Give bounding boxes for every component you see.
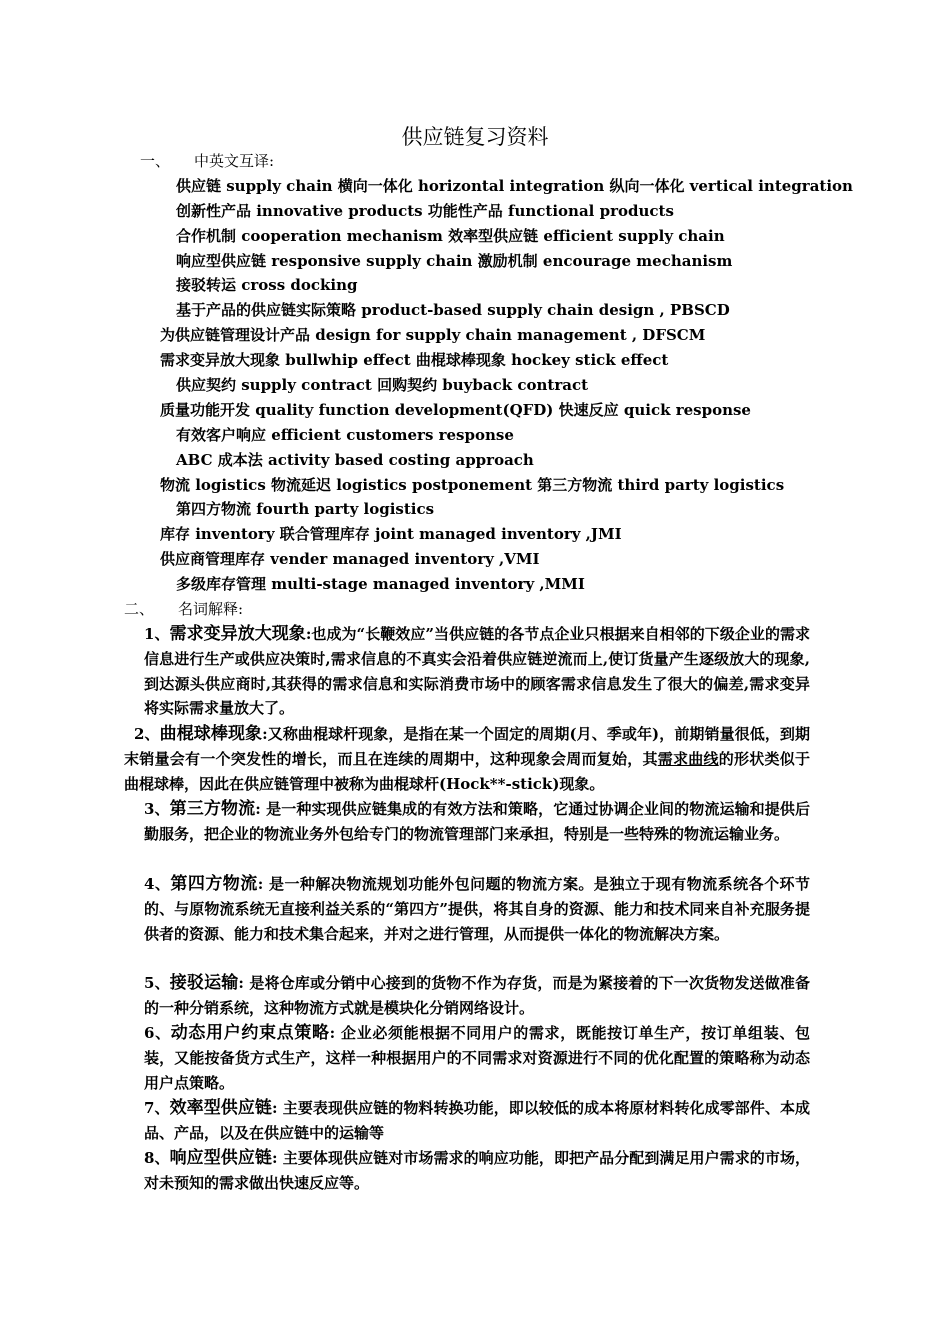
section-heading-definitions bbox=[124, 597, 243, 622]
definition-text: : 是将仓库或分销中心接到的货物不作为存货，而是为紧接着的下一次货物发送做准备的一种分销系统，这种物流方式就是模块化分销网络设计。 bbox=[144, 974, 811, 1017]
definition-number: 6、 bbox=[144, 1024, 171, 1042]
definition-text: : 是一种实现供应链集成的有效方法和策略，它通过协调企业间的物流运输和提供后勤服务，把企业的物流业务外包给专门的物流管理部门来承担，特别是一些特殊的物流运输业务。 bbox=[144, 800, 811, 843]
definition-term: 响应型供应链 bbox=[169, 1148, 272, 1168]
glossary-line: 质量功能开发 quality function development(QFD) 快速反应 quick response bbox=[160, 401, 751, 419]
definition-item bbox=[144, 622, 810, 721]
glossary-line: 接驳转运 cross docking bbox=[176, 276, 358, 294]
definition-item bbox=[144, 971, 810, 1021]
definition-item bbox=[144, 797, 810, 847]
definition-term: 需求变异放大现象 bbox=[169, 624, 306, 644]
glossary-line: 多级库存管理 multi-stage managed inventory ,MMI bbox=[176, 575, 585, 593]
glossary-line: 供应契约 supply contract 回购契约 buyback contract bbox=[176, 376, 589, 394]
glossary-line: 为供应链管理设计产品 design for supply chain management , DFSCM bbox=[160, 326, 706, 344]
definition-text: : 主要体现供应链对市场需求的响应功能，即把产品分配到满足用户需求的市场，对未预知的需求做出快速反应等。 bbox=[144, 1149, 811, 1192]
definition-term: 效率型供应链 bbox=[169, 1098, 272, 1118]
glossary-line: 供应链 supply chain 横向一体化 horizontal integration 纵向一体化 vertical integration bbox=[176, 177, 853, 195]
definition-item bbox=[144, 1021, 810, 1095]
glossary-line: 创新性产品 innovative products 功能性产品 functional products bbox=[176, 202, 674, 220]
definition-term: 曲棍球棒现象 bbox=[159, 724, 263, 744]
definition-term: 接驳运输 bbox=[169, 973, 239, 993]
definition-text: :又称曲棍球杆现象，是指在某一个固定的周期(月、季或年)，前期销量很低，到期末销量会有一个突发性的增长，而且在连续的周期中，这种现象会周而复始，其 bbox=[124, 725, 810, 768]
page-title: 供应链复习资料 bbox=[401, 125, 549, 149]
definition-text: 的形状类似于曲棍球棒，因此在供应链管理中被称为曲棍球杆(Hock**-stick)现象。 bbox=[124, 749, 810, 793]
definition-term: 第四方物流 bbox=[170, 874, 258, 894]
definition-number: 2、 bbox=[134, 725, 160, 743]
definition-number: 4、 bbox=[144, 875, 171, 893]
glossary-line: 供应商管理库存 vender managed inventory ,VMI bbox=[160, 550, 540, 568]
definition-item bbox=[144, 872, 810, 946]
section-heading-translation bbox=[140, 149, 274, 174]
section-number: 一、 bbox=[140, 152, 171, 170]
demand-curve-link[interactable]: 需求曲线 bbox=[657, 749, 719, 768]
glossary-line: 合作机制 cooperation mechanism 效率型供应链 efficient supply chain bbox=[176, 227, 725, 245]
definition-text: : 主要表现供应链的物料转换功能，即以较低的成本将原材料转化成零部件、本成品、产品，以及在供应链中的运输等 bbox=[144, 1099, 811, 1142]
glossary-line: 有效客户响应 efficient customers response bbox=[176, 426, 514, 444]
glossary-line: 需求变异放大现象 bullwhip effect 曲棍球棒现象 hockey stick effect bbox=[160, 351, 669, 369]
definition-item bbox=[124, 722, 810, 796]
definition-text: :也成为“长鞭效应”当供应链的各节点企业只根据来自相邻的下级企业的需求信息进行生产或供应决策时,需求信息的不真实会沿着供应链逆流而上,使订货量产生逐级放大的现象,到达源头供应商时,其获得的需求信息和实际消费市场中的顾客需求信息发生了很大的偏差,需求变异将实际需求量放大了。 bbox=[144, 625, 811, 718]
definition-text: : 企业必须能根据不同用户的需求，既能按订单生产，按订单组装、包装，又能按备货方式生产，这样一种根据用户的不同需求对资源进行不同的优化配置的策略称为动态用户点策略。 bbox=[144, 1024, 811, 1092]
definition-number: 8、 bbox=[144, 1149, 170, 1167]
definition-text: : 是一种解决物流规划功能外包问题的物流方案。是独立于现有物流系统各个环节的、与原物流系统无直接利益关系的“第四方”提供，将其自身的资源、能力和技术同来自补充服务提供者的资源、能力和技术集合起来，并对之进行管理，从而提供一体化的物流解决方案。 bbox=[144, 875, 811, 943]
glossary-line: 物流 logistics 物流延迟 logistics postponement 第三方物流 third party logistics bbox=[160, 476, 785, 494]
definition-number: 7、 bbox=[144, 1099, 170, 1117]
definition-item bbox=[144, 1096, 810, 1146]
glossary-line: 响应型供应链 responsive supply chain 激励机制 encourage mechanism bbox=[176, 252, 733, 270]
definition-term: 第三方物流 bbox=[169, 799, 256, 819]
section-title: 名词解释: bbox=[178, 600, 244, 618]
glossary-line: 库存 inventory 联合管理库存 joint managed inventory ,JMI bbox=[160, 525, 622, 543]
glossary-line: 基于产品的供应链实际策略 product-based supply chain design , PBSCD bbox=[176, 301, 730, 319]
definition-item bbox=[144, 1146, 810, 1196]
definition-number: 1、 bbox=[144, 625, 170, 643]
section-title: 中英文互译: bbox=[194, 152, 275, 170]
definition-term: 动态用户约束点策略 bbox=[170, 1023, 330, 1043]
definition-number: 3、 bbox=[144, 800, 170, 818]
section-number: 二、 bbox=[124, 600, 155, 618]
definition-number: 5、 bbox=[144, 974, 170, 992]
glossary-line: ABC 成本法 activity based costing approach bbox=[176, 451, 534, 469]
glossary-line: 第四方物流 fourth party logistics bbox=[176, 500, 435, 518]
